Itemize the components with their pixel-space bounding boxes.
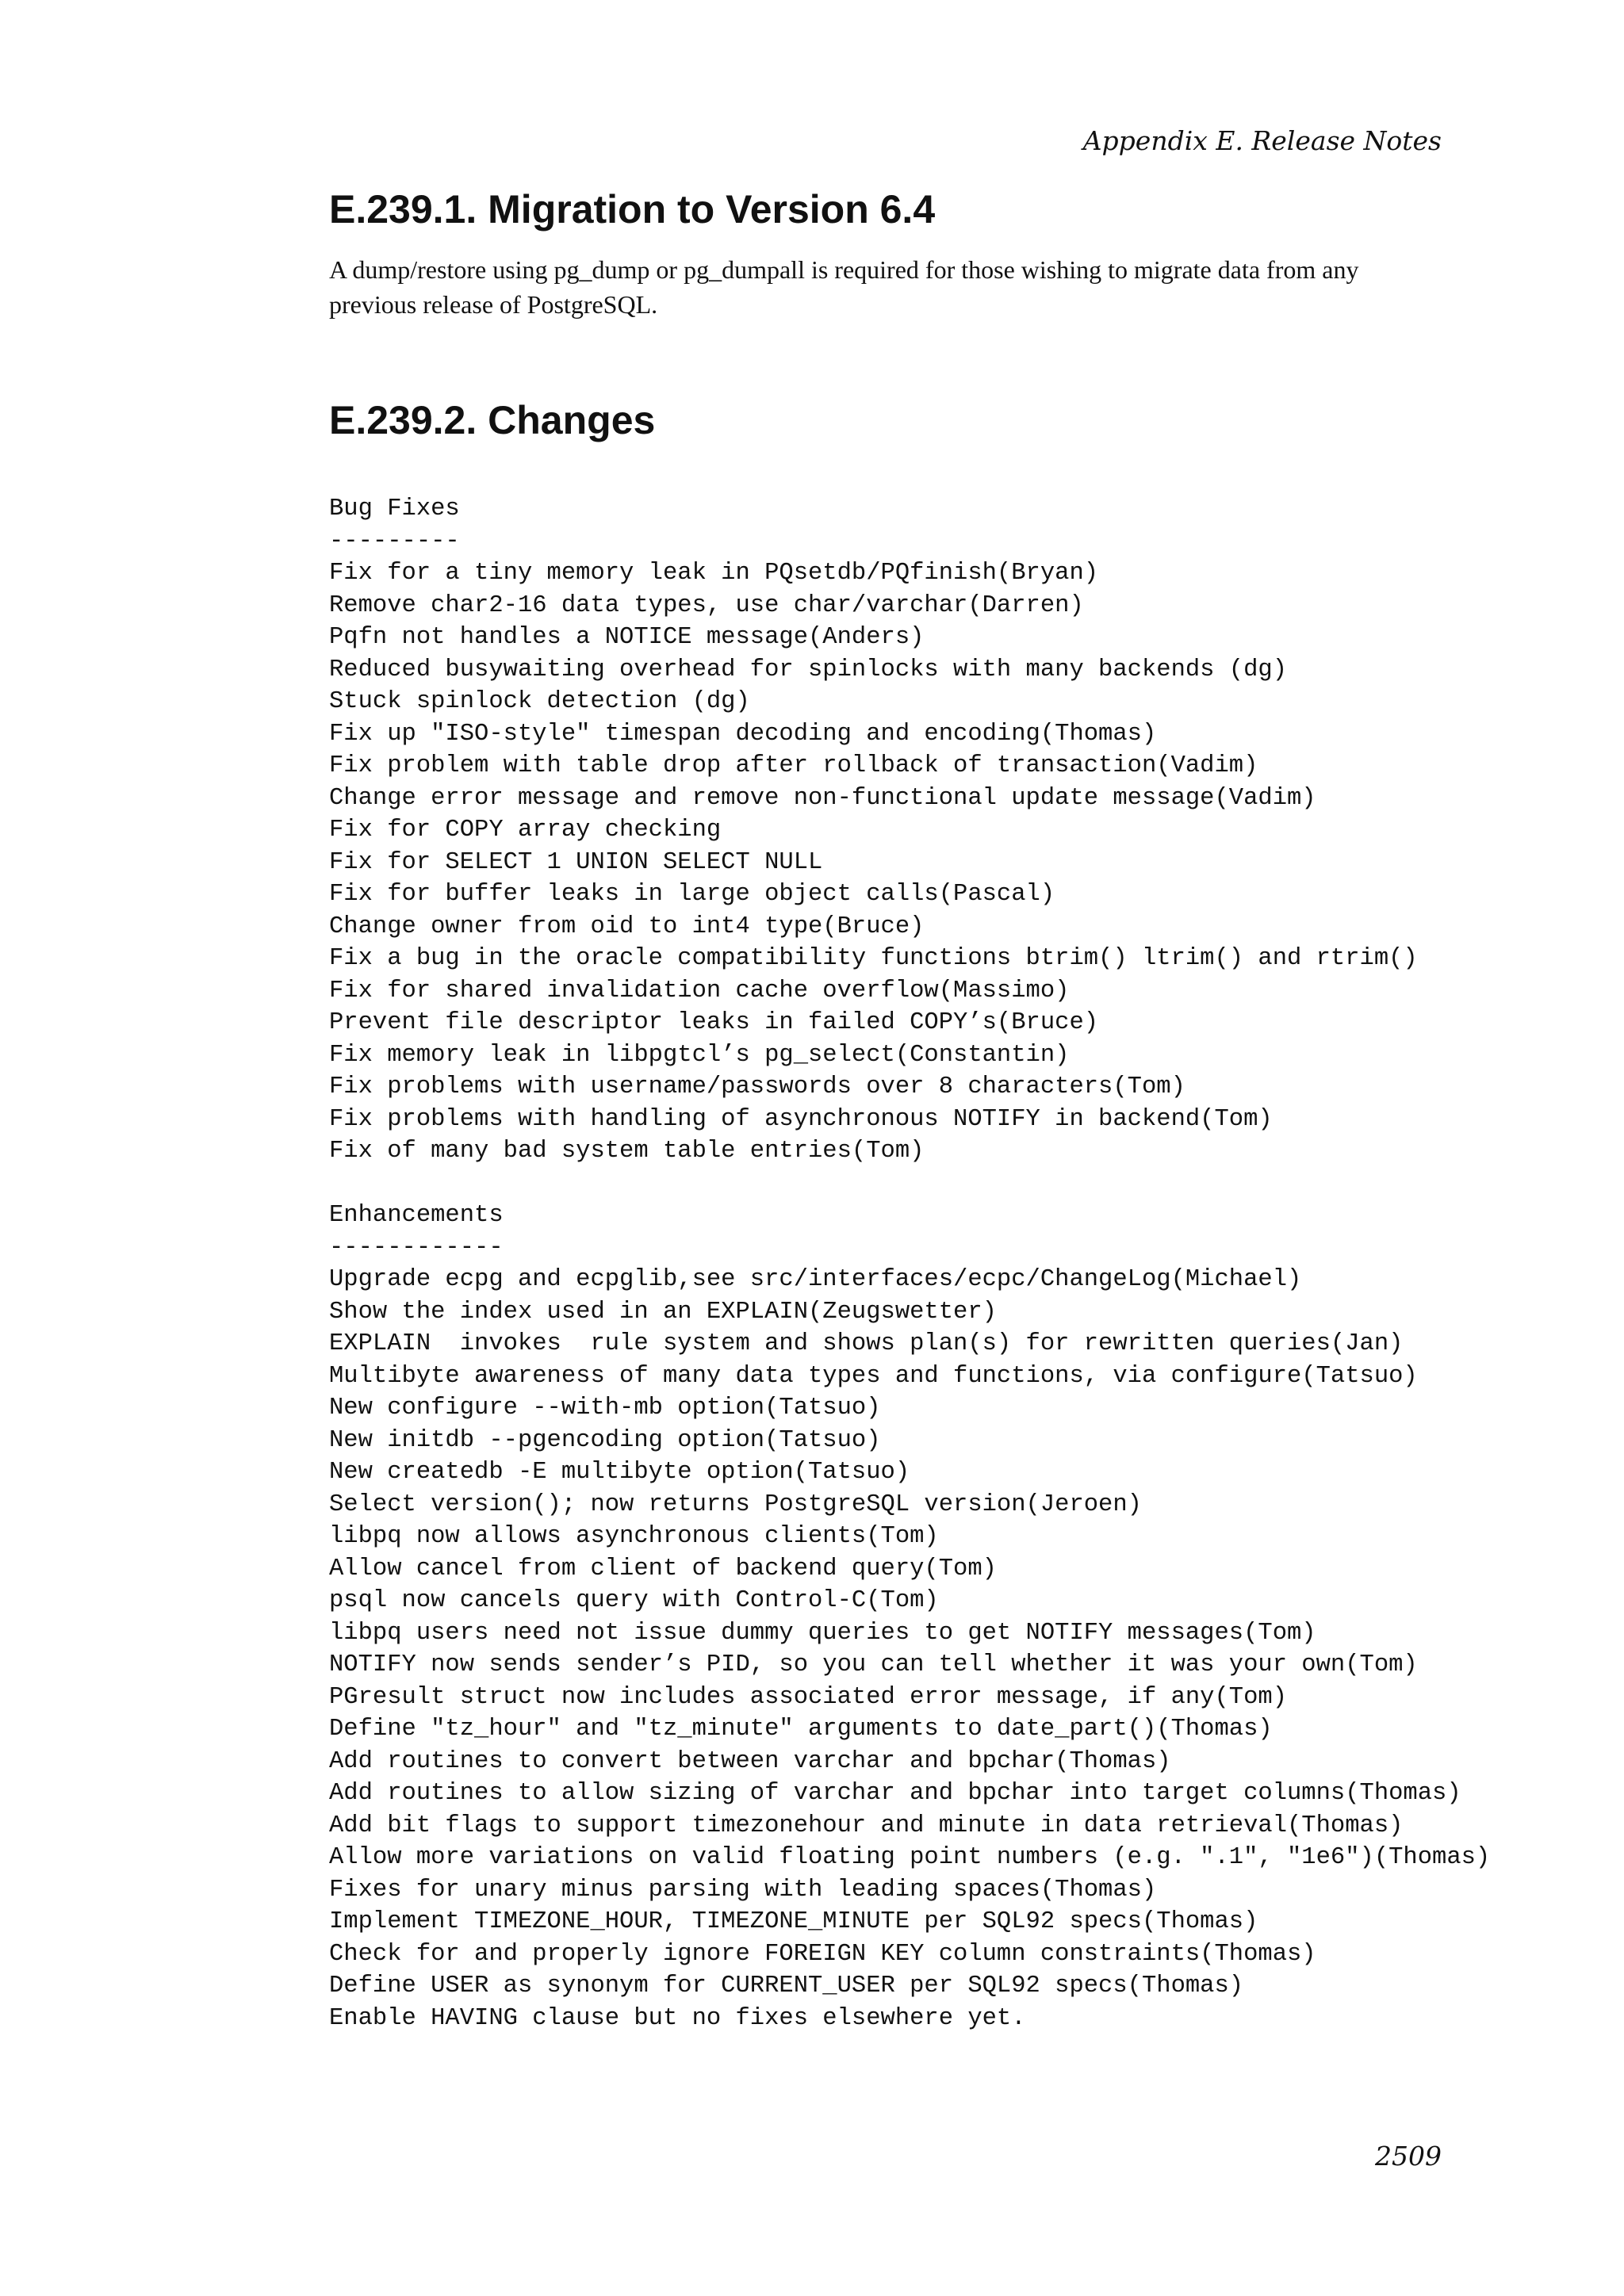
listing-line: Add bit flags to support timezonehour and minute in data retrieval(Thomas): [329, 1812, 1404, 1839]
listing-line: Define USER as synonym for CURRENT_USER per SQL92 specs(Thomas): [329, 1973, 1244, 1999]
listing-line: New createdb -E multibyte option(Tatsuo): [329, 1459, 910, 1486]
listing-line: Fixes for unary minus parsing with leading spaces(Thomas): [329, 1876, 1157, 1904]
listing-line: Pqfn not handles a NOTICE message(Anders): [329, 624, 925, 651]
listing-line: Fix for shared invalidation cache overflow(Massimo): [329, 977, 1070, 1004]
running-header: Appendix E. Release Notes: [1082, 125, 1442, 156]
listing-line: Allow more variations on valid floating point numbers (e.g. ".1", "1e6")(Thomas): [329, 1844, 1491, 1871]
listing-line: Enable HAVING clause but no fixes elsewhere yet.: [329, 2004, 1026, 2032]
listing-line: EXPLAIN invokes rule system and shows plan(s) for rewritten queries(Jan): [329, 1330, 1404, 1357]
listing-line: Show the index used in an EXPLAIN(Zeugswetter): [329, 1298, 997, 1326]
listing-line: Fix up "ISO-style" timespan decoding and encoding(Thomas): [329, 720, 1157, 748]
listing-line: Reduced busywaiting overhead for spinlocks with many backends (dg): [329, 656, 1287, 683]
listing-line: Allow cancel from client of backend query(Tom): [329, 1555, 997, 1582]
listing-line: Fix for SELECT 1 UNION SELECT NULL: [329, 848, 823, 876]
listing-line: Remove char2-16 data types, use char/varchar(Darren): [329, 591, 1084, 619]
section-heading-changes: E.239.2. Changes: [329, 398, 656, 442]
listing-line: New configure --with-mb option(Tatsuo): [329, 1395, 881, 1422]
listing-line: ------------: [329, 1234, 504, 1261]
listing-line: Fix for buffer leaks in large object calls(Pascal): [329, 881, 1055, 908]
listing-line: Change error message and remove non-functional update message(Vadim): [329, 784, 1316, 812]
listing-line: Multibyte awareness of many data types and functions, via configure(Tatsuo): [329, 1362, 1418, 1390]
listing-line: Fix problem with table drop after rollback of transaction(Vadim): [329, 752, 1258, 779]
listing-line: Enhancements: [329, 1202, 504, 1229]
listing-line: libpq users need not issue dummy queries to get NOTIFY messages(Tom): [329, 1619, 1316, 1647]
listing-line: New initdb --pgencoding option(Tatsuo): [329, 1426, 881, 1454]
listing-line: Implement TIMEZONE_HOUR, TIMEZONE_MINUTE per SQL92 specs(Thomas): [329, 1908, 1258, 1935]
listing-line: libpq now allows asynchronous clients(Tom): [329, 1523, 939, 1550]
listing-line: Add routines to convert between varchar and bpchar(Thomas): [329, 1747, 1171, 1775]
listing-line: NOTIFY now sends sender’s PID, so you can tell whether it was your own(Tom): [329, 1651, 1418, 1678]
listing-line: Fix problems with handling of asynchronous NOTIFY in backend(Tom): [329, 1105, 1273, 1133]
listing-line: [329, 1168, 1490, 1200]
migration-paragraph: A dump/restore using pg_dump or pg_dumpall is required for those wishing to migrate data from any previous release of PostgreSQL.: [329, 255, 1359, 319]
listing-line: Define "tz_hour" and "tz_minute" arguments to date_part()(Thomas): [329, 1716, 1273, 1743]
listing-line: Prevent file descriptor leaks in failed COPY’s(Bruce): [329, 1009, 1099, 1036]
listing-line: Fix for COPY array checking: [329, 817, 722, 844]
listing-line: ---------: [329, 527, 460, 555]
listing-line: Fix of many bad system table entries(Tom): [329, 1138, 925, 1165]
listing-line: Change owner from oid to int4 type(Bruce): [329, 913, 925, 940]
page-number: 2509: [1375, 2141, 1442, 2172]
listing-line: Fix memory leak in libpgtcl’s pg_select(Constantin): [329, 1041, 1070, 1069]
section-heading-migration: E.239.1. Migration to Version 6.4: [329, 187, 936, 232]
listing-line: PGresult struct now includes associated error message, if any(Tom): [329, 1683, 1287, 1711]
listing-line: Fix a bug in the oracle compatibility functions btrim() ltrim() and rtrim(): [329, 945, 1418, 972]
listing-line: psql now cancels query with Control-C(Tom): [329, 1587, 939, 1614]
listing-line: Fix for a tiny memory leak in PQsetdb/PQfinish(Bryan): [329, 560, 1099, 587]
listing-line: Fix problems with username/passwords over 8 characters(Tom): [329, 1073, 1185, 1100]
listing-line: Stuck spinlock detection (dg): [329, 688, 750, 715]
listing-line: Check for and properly ignore FOREIGN KEY column constraints(Thomas): [329, 1940, 1316, 1968]
listing-line: Add routines to allow sizing of varchar and bpchar into target columns(Thomas): [329, 1780, 1461, 1807]
listing-line: Bug Fixes: [329, 496, 460, 522]
listing-line: Upgrade ecpg and ecpglib,see src/interfaces/ecpc/ChangeLog(Michael): [329, 1266, 1302, 1293]
listing-line: Select version(); now returns PostgreSQL version(Jeroen): [329, 1490, 1142, 1518]
changes-listing: [329, 493, 1490, 2034]
